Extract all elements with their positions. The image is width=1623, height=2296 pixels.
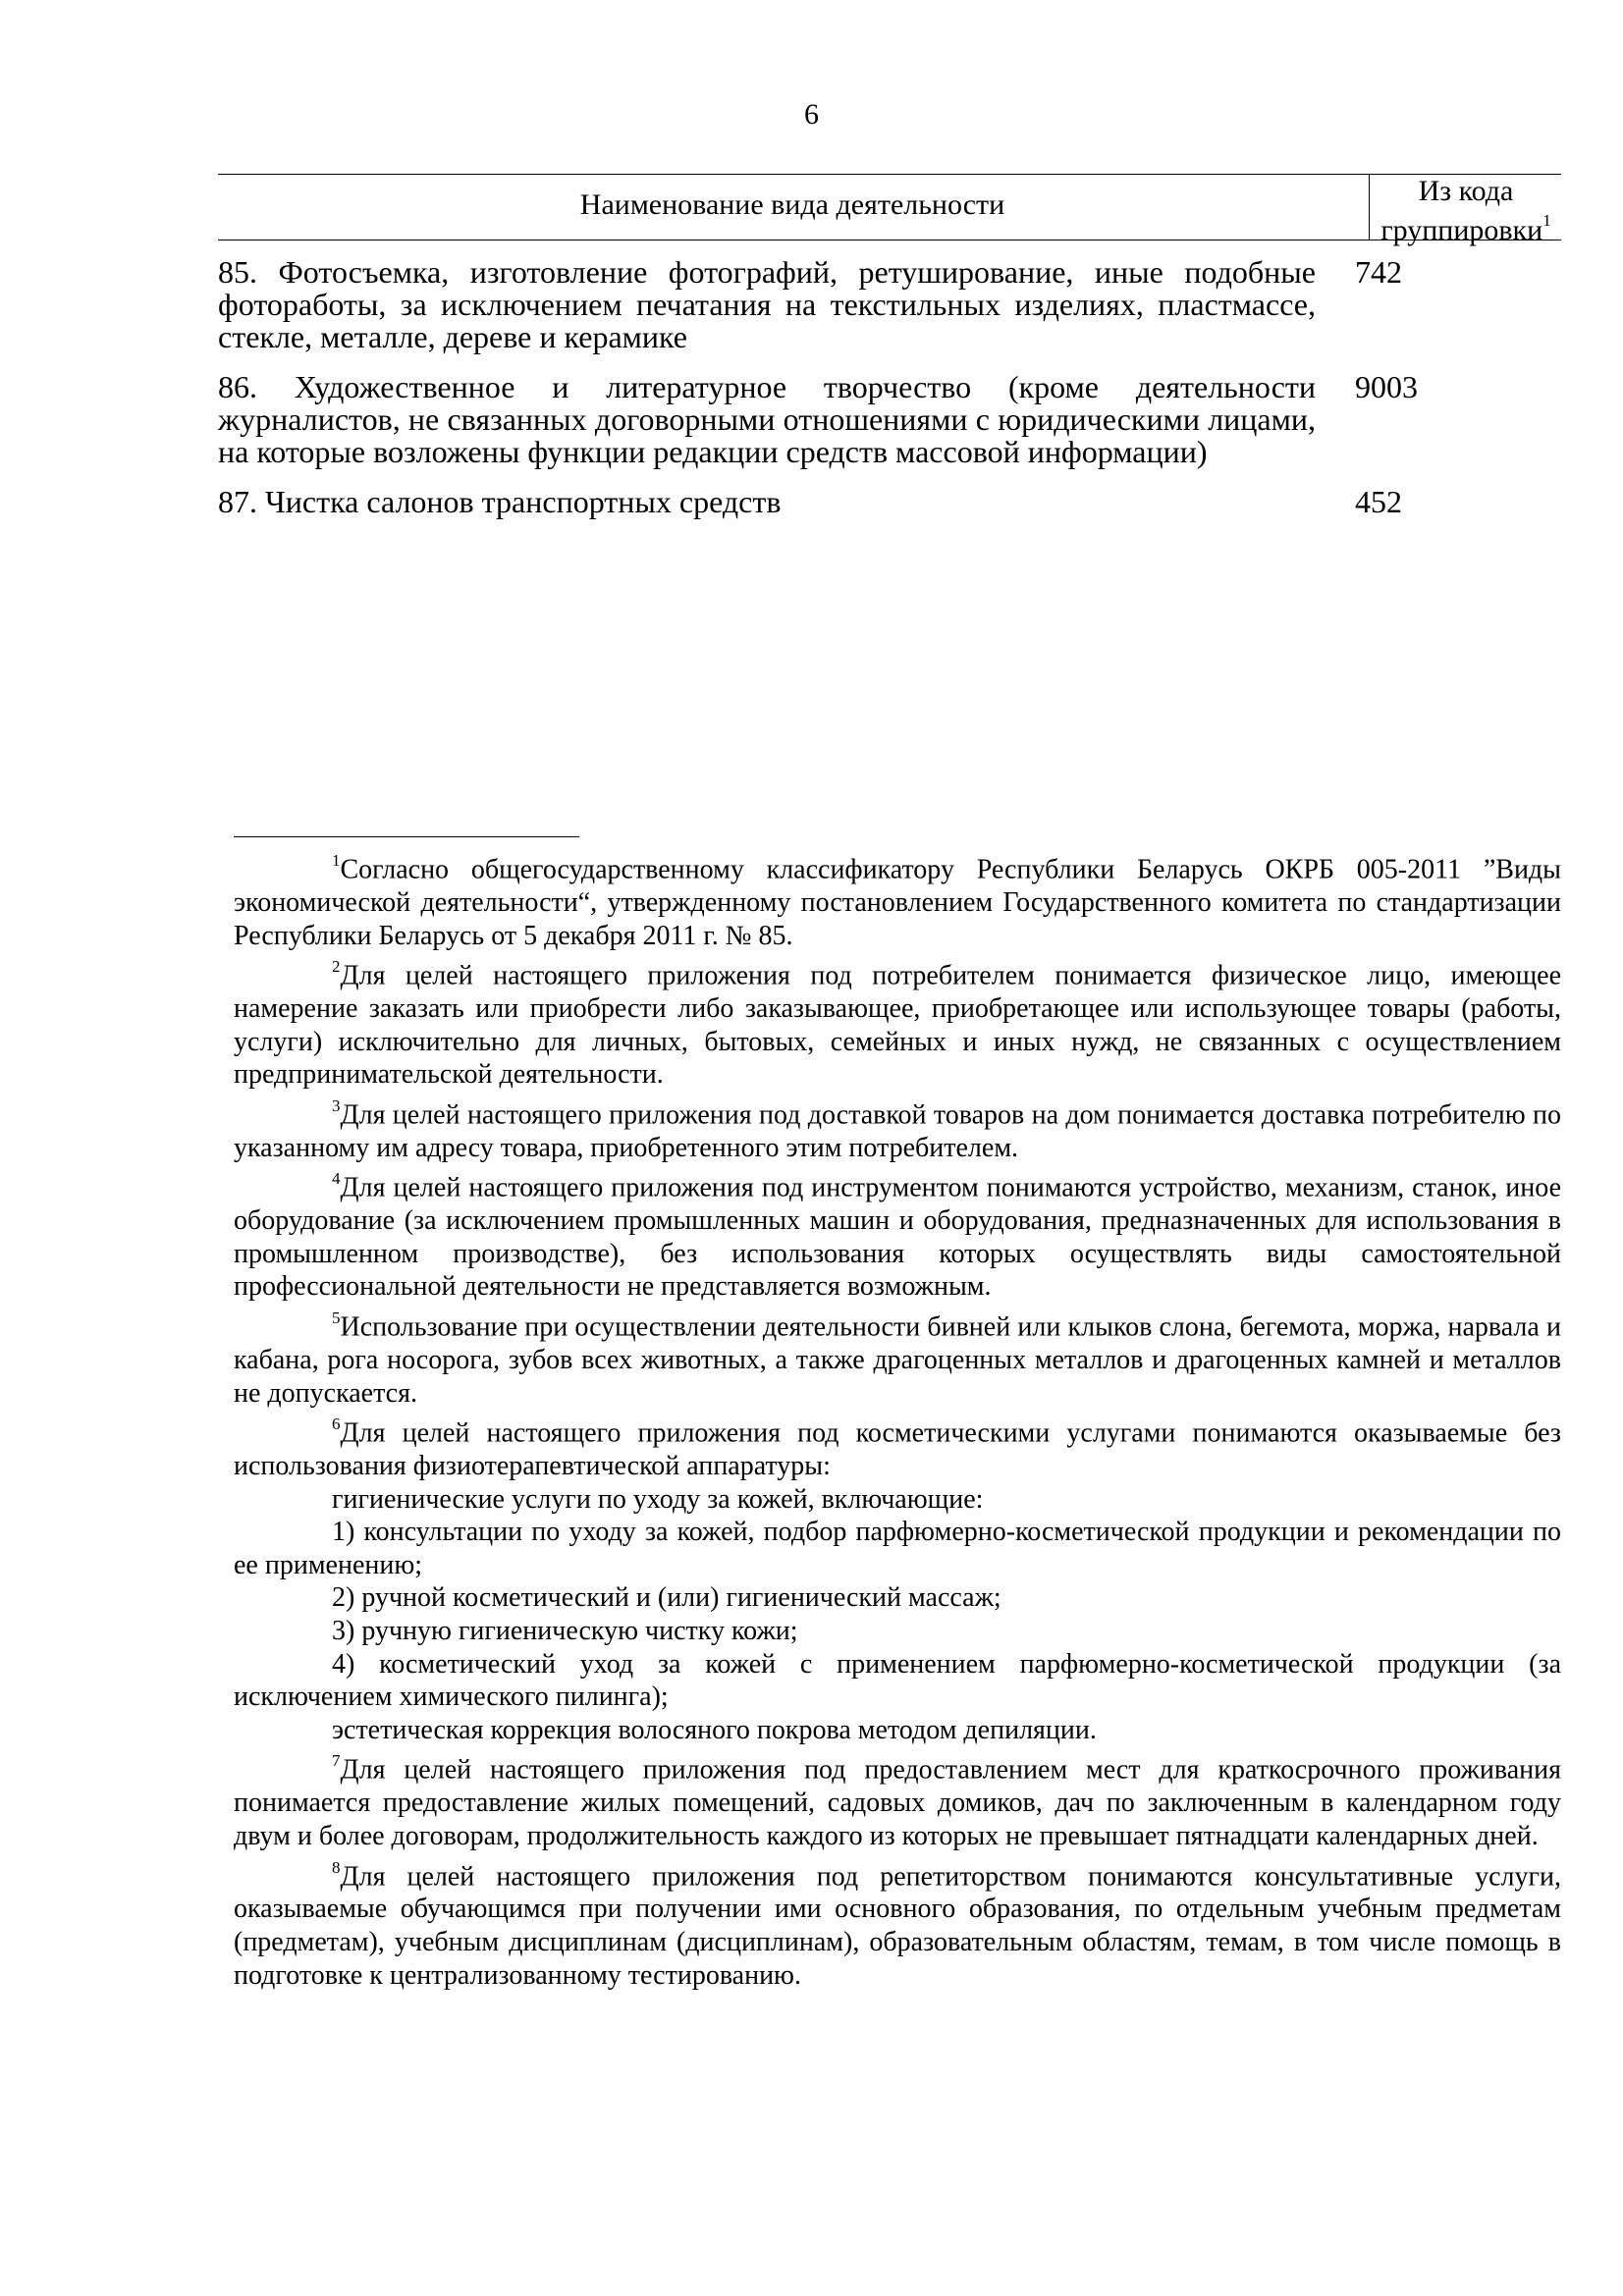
footnote-5 (234, 1304, 1561, 1410)
activity-code: 9003 (1355, 369, 1418, 404)
footnote-6 (234, 1410, 1561, 1483)
footnote-6-item: 3) ручную гигиеническую чистку кожи; (332, 1616, 798, 1647)
footnote-6-item: 2) ручной косметический и (или) гигиенический массаж; (332, 1582, 1001, 1614)
footnotes (234, 846, 1561, 1992)
footnote-1 (234, 846, 1561, 952)
header-code-footnote-ref: 1 (1542, 211, 1551, 230)
header-code-line2: группировки (1380, 214, 1543, 246)
table-row (218, 256, 1561, 353)
table-body (218, 256, 1561, 518)
activity-name: 87. Чистка салонов транспортных средств (218, 484, 782, 519)
activity-name: 85. Фотосъемка, изготовление фотографий, ретуширование, иные подобные фотоработы, за исключением печатания на текстильных изделиях, пластмассе, стекле, металле, дереве и керамике (218, 254, 1316, 354)
footnote-number: 2 (332, 957, 341, 977)
footnote-4 (234, 1164, 1561, 1304)
footnote-text: Для целей настоящего приложения под потребителем понимается физическое лицо, имеющее намерение заказать или приобрести либо заказывающее, приобретающее или использующее товары (работы, услуги) исключительно для личных, бытовых, семейных и иных нужд, не связанных с осуществлением предпринимательской деятельности. (234, 960, 1561, 1091)
header-activity-name: Наименование вида деятельности (579, 188, 1005, 221)
footnote-divider (234, 836, 579, 837)
footnote-2 (234, 952, 1561, 1092)
footnote-8 (234, 1853, 1561, 1993)
footnote-text: Для целей настоящего приложения под репетиторством понимаются консультативные услуги, оказываемые обучающимся при получении ими основного образования, по отдельным учебным предметам (предметам), учебным дисциплинам (дисциплинам), образовательным областям, темам, в том числе помощь в подготовке к централизованному тестированию. (234, 1860, 1561, 1991)
activity-code: 742 (1355, 254, 1402, 290)
activity-name: 86. Художественное и литературное творчество (кроме деятельности журналистов, не связанных договорными отношениями с юридическими лицами, на которые возложены функции редакции средств массовой информации) (218, 369, 1316, 469)
footnote-number: 4 (332, 1169, 341, 1189)
header-group-code (1369, 175, 1562, 246)
footnote-6-item: 4) косметический уход за кожей с применением парфюмерно-косметической продукции (за исключением химического пилинга); (234, 1648, 1561, 1713)
footnote-number: 1 (332, 851, 341, 870)
activity-code: 452 (1355, 484, 1402, 519)
footnote-6-item: эстетическая коррекция волосяного покрова методом депиляции. (332, 1714, 1097, 1745)
footnote-text: Согласно общегосударственному классификатору Республики Беларусь ОКРБ 005-2011 ”Виды экономической деятельности“, утвержденному постановлением Государственного комитета по стандартизации Республики Беларусь от 5 декабря 2011 г. № 85. (234, 854, 1561, 951)
footnote-number: 8 (332, 1857, 341, 1877)
footnote-number: 7 (332, 1751, 341, 1771)
footnote-text: Для целей настоящего приложения под инструментом понимаются устройство, механизм, станок, иное оборудование (за исключением промышленных машин и оборудования, предназначенных для использования в промышленном производстве), без использования которых осуществлять виды самостоятельной профессиональной деятельности не представляется возможным. (234, 1172, 1561, 1303)
footnote-number: 5 (332, 1308, 341, 1328)
activity-table (218, 174, 1561, 536)
footnote-text: Для целей настоящего приложения под предоставлением мест для краткосрочного проживания понимается предоставление жилых помещений, садовых домиков, дач по заключенным в календарном году двум и более договорам, продолжительность каждого из которых не превышает пятнадцати календарных дней. (234, 1754, 1561, 1851)
page-number: 6 (804, 98, 819, 131)
table-header (218, 174, 1561, 246)
footnote-text: Для целей настоящего приложения под доставкой товаров на дом понимается доставка потребителю по указанному им адресу товара, приобретенного этим потребителем. (234, 1099, 1561, 1163)
footnote-number: 6 (332, 1415, 341, 1434)
footnote-number: 3 (332, 1095, 341, 1115)
footnote-text: Для целей настоящего приложения под косметическими услугами понимаются оказываемые без использования физиотерапевтической аппаратуры: (234, 1417, 1561, 1482)
header-code-line1: Из кода (1418, 175, 1514, 207)
footnote-7 (234, 1746, 1561, 1852)
table-row (218, 371, 1561, 468)
footnote-6-item: гигиенические услуги по уходу за кожей, включающие: (332, 1483, 984, 1515)
footnote-6-item: 1) консультации по уходу за кожей, подбор парфюмерно-косметической продукции и рекомендации по ее применению; (234, 1517, 1561, 1580)
footnote-text: Использование при осуществлении деятельности бивней или клыков слона, бегемота, моржа, нарвала и кабана, рога носорога, зубов всех животных, а также драгоценных металлов и драгоценных камней и металлов не допускается. (234, 1311, 1561, 1409)
footnote-3 (234, 1092, 1561, 1165)
table-row (218, 486, 1561, 518)
